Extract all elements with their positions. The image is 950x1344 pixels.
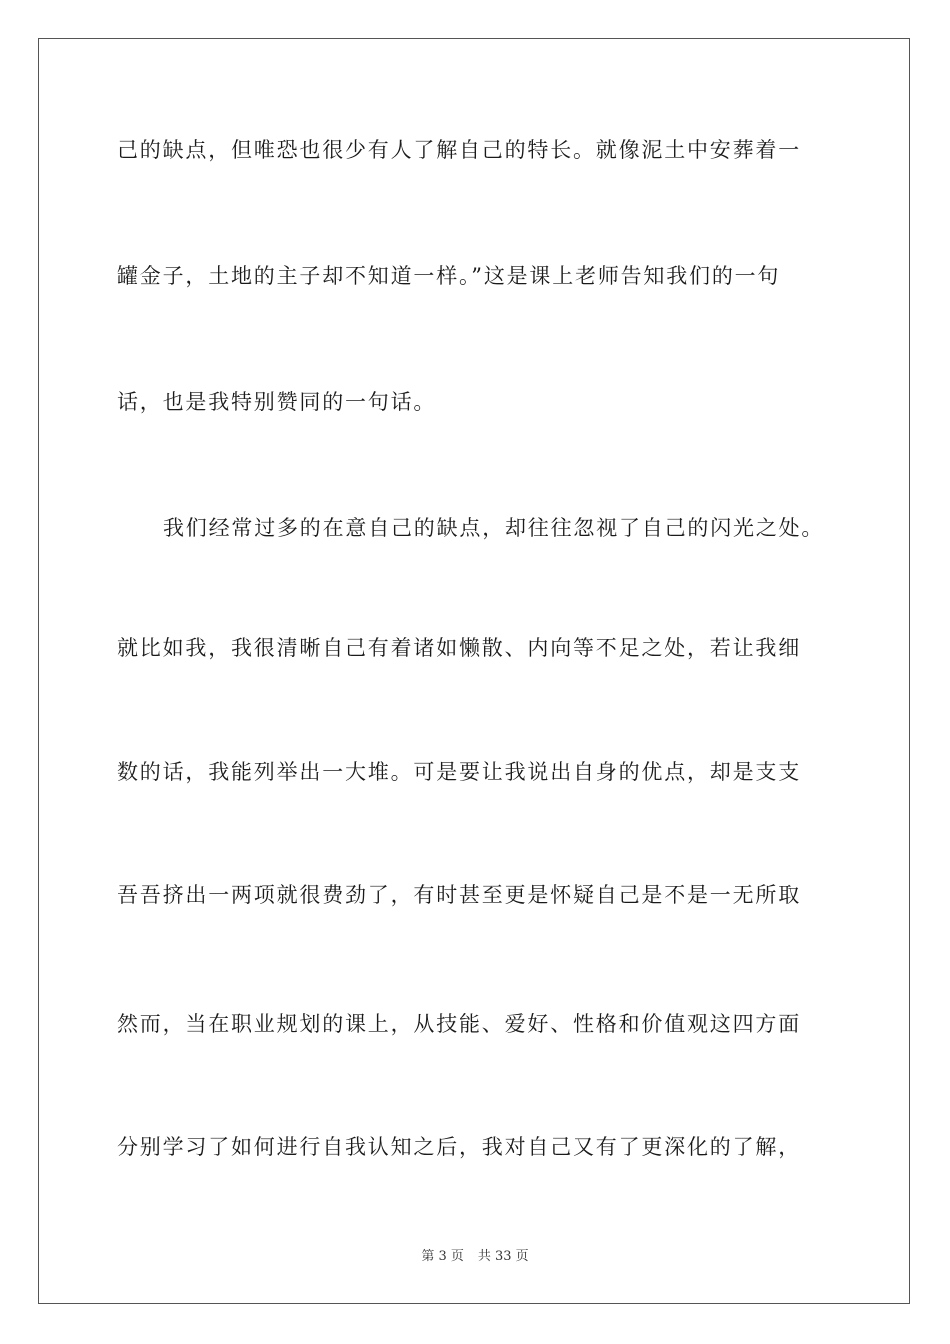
text-line-8: 然而，当在职业规划的课上，从技能、爱好、性格和价值观这四方面 [117,1012,801,1036]
page-total: 共 33 页 [477,1249,529,1264]
text-line-5: 就比如我，我很清晰自己有着诸如懒散、内向等不足之处，若让我细 [117,636,801,660]
text-line-4-paragraph-start: 我们经常过多的在意自己的缺点，却往往忽视了自己的闪光之处。 [163,516,825,540]
text-line-9: 分别学习了如何进行自我认知之后，我对自己又有了更深化的了解， [117,1135,801,1159]
text-line-7: 吾吾挤出一两项就很费劲了，有时甚至更是怀疑自己是不是一无所取 [117,883,801,907]
page-footer [0,1245,950,1264]
text-line-3: 话，也是我特别赞同的一句话。 [117,390,437,414]
page-border [38,38,910,1304]
page-number: 第 3 页 [421,1249,464,1264]
text-line-2: 罐金子，土地的主子却不知道一样。”这是课上老师告知我们的一句 [117,264,781,288]
text-line-6: 数的话，我能列举出一大堆。可是要让我说出自身的优点，却是支支 [117,760,801,784]
text-line-1: 己的缺点，但唯恐也很少有人了解自己的特长。就像泥土中安葬着一 [117,138,801,162]
